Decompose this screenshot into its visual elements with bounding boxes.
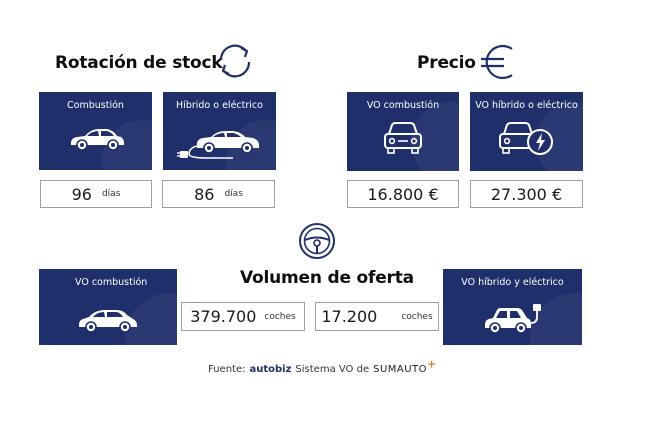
precio-combustion-value bbox=[347, 180, 459, 208]
volumen-hibrido-value bbox=[315, 302, 439, 331]
steering-wheel-icon bbox=[297, 221, 337, 261]
plugin-car-icon bbox=[177, 128, 267, 164]
footer-middle: Sistema VO de bbox=[295, 364, 370, 375]
volumen-combustion-value bbox=[181, 302, 305, 331]
value-number: 96 bbox=[71, 184, 92, 204]
electric-car-front-icon bbox=[496, 120, 558, 158]
card-combustion-rotacion bbox=[39, 92, 152, 170]
sumauto-logo: SUMAUTO bbox=[373, 364, 428, 375]
value-unit: días bbox=[101, 189, 121, 199]
card-hibrido-rotacion bbox=[163, 92, 276, 170]
euro-icon bbox=[478, 41, 518, 83]
card-label: VO híbrido y eléctrico bbox=[461, 277, 564, 288]
card-label: VO combustión bbox=[366, 100, 440, 111]
autobiz-logo: autobiz bbox=[249, 364, 292, 375]
sumauto-plus-icon: + bbox=[427, 357, 437, 371]
car-front-icon bbox=[381, 120, 425, 156]
value-number: 86 bbox=[194, 184, 215, 204]
hatchback-car-icon bbox=[77, 307, 139, 333]
precio-hibrido-value bbox=[470, 180, 583, 208]
footer-prefix: Fuente: bbox=[208, 364, 246, 375]
value-number: 17.200 bbox=[321, 307, 378, 326]
rotacion-hibrido-value bbox=[162, 180, 275, 208]
value-unit: coches bbox=[401, 311, 433, 322]
card-combustion-volumen bbox=[39, 269, 177, 345]
sedan-car-icon bbox=[69, 126, 125, 152]
source-footer bbox=[208, 357, 437, 375]
precio-title: Precio bbox=[417, 53, 476, 73]
value-unit: días bbox=[224, 189, 243, 199]
card-label: Híbrido o eléctrico bbox=[176, 100, 263, 111]
card-hibrido-precio bbox=[470, 92, 583, 171]
card-combustion-precio bbox=[347, 92, 459, 171]
rotacion-title: Rotación de stock bbox=[55, 53, 223, 73]
value-number: 16.800 € bbox=[367, 184, 439, 204]
value-number: 379.700 bbox=[190, 307, 257, 326]
card-label: Combustión bbox=[67, 100, 124, 111]
card-label: VO combustión bbox=[75, 277, 148, 288]
card-label: VO híbrido o eléctrico bbox=[475, 100, 578, 111]
refresh-icon bbox=[212, 40, 258, 82]
value-number: 27.300 € bbox=[490, 184, 563, 204]
value-unit: coches bbox=[264, 311, 296, 322]
card-hibrido-volumen bbox=[443, 269, 582, 345]
rotacion-combustion-value bbox=[40, 180, 152, 208]
ev-charging-car-icon bbox=[483, 303, 545, 339]
volumen-title: Volumen de oferta bbox=[240, 268, 414, 288]
